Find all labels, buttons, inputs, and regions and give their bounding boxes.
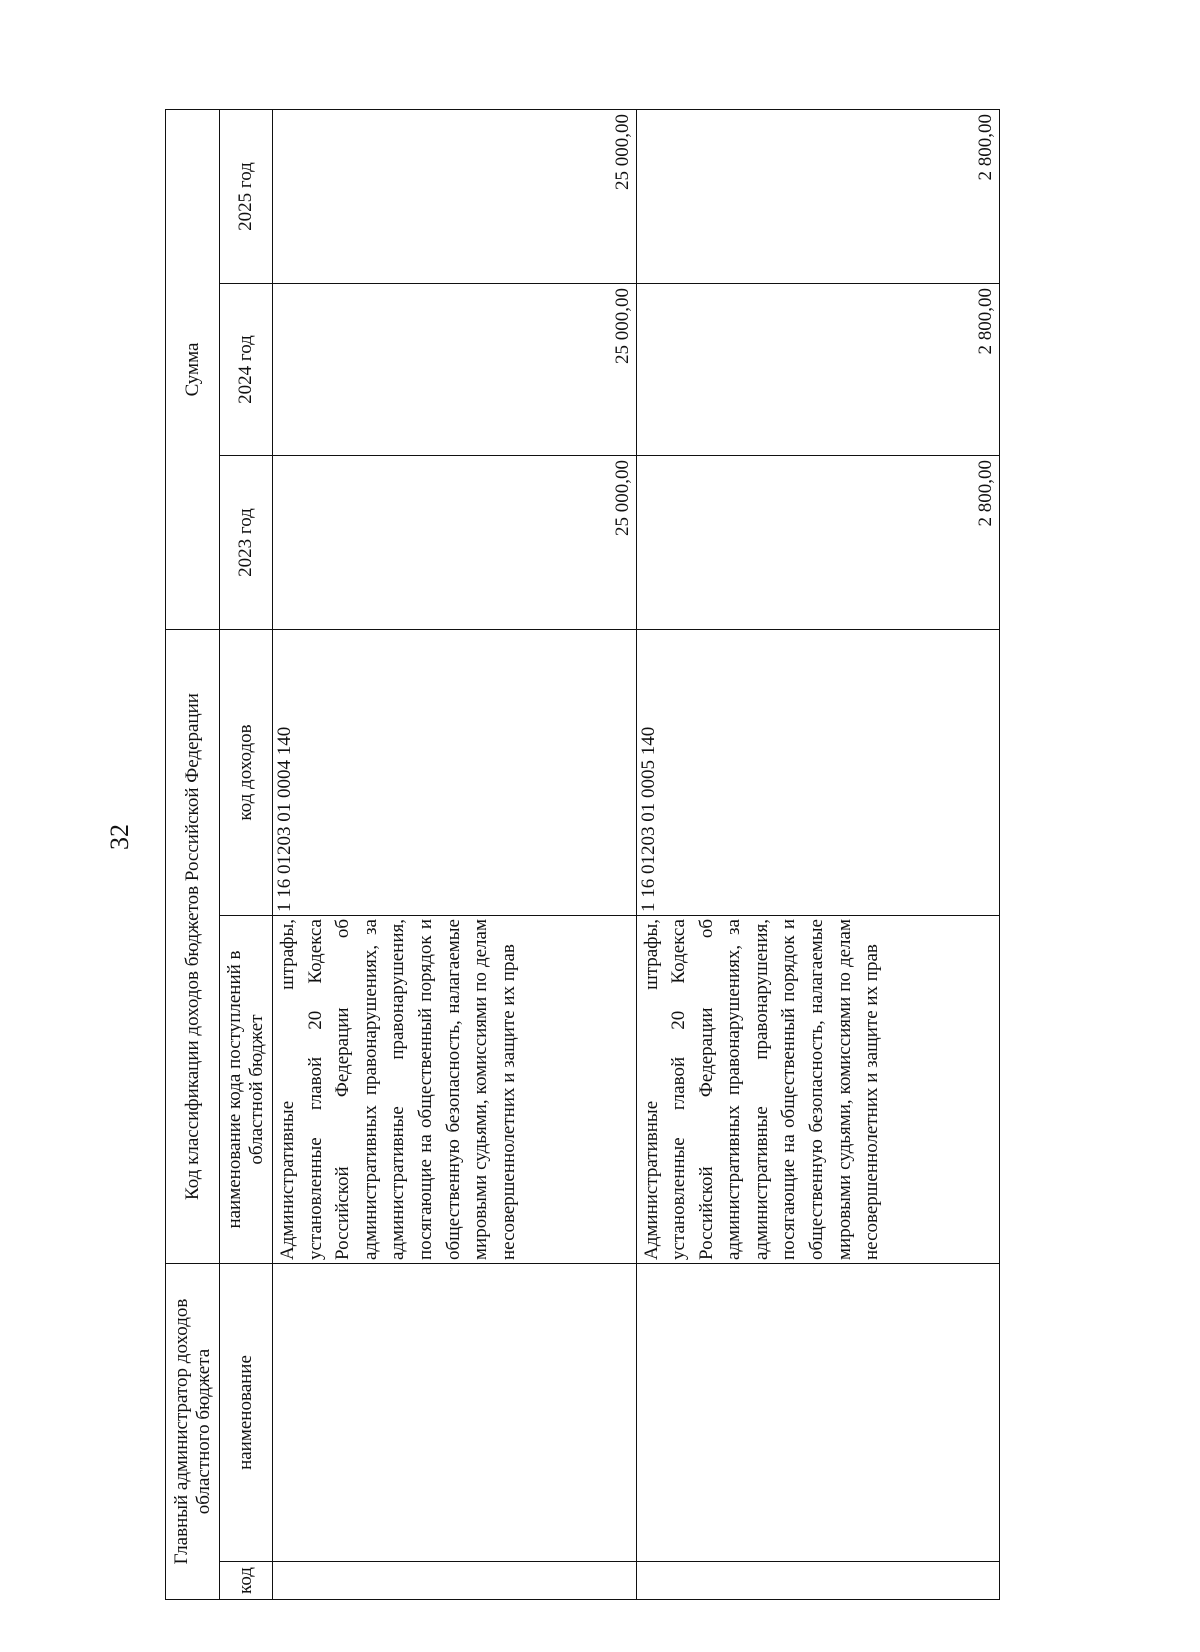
header-name: наименование [220,1264,273,1562]
sum-2024-cell: 2 800,00 [636,284,1000,456]
rotated-table-container [165,110,1000,1600]
admin-code-cell [636,1562,1000,1600]
header-year-2025: 2025 год [220,109,273,283]
header-year-2024: 2024 год [220,284,273,456]
sum-2023-cell: 25 000,00 [273,456,637,630]
header-classification: Код классификации доходов бюджетов Российской Федерации [166,630,220,1264]
header-revenue-code: код доходов [220,630,273,916]
table-row [636,109,1000,1599]
sum-2024-cell: 25 000,00 [273,284,637,456]
revenue-code-cell: 1 16 01203 01 0004 140 [273,630,637,916]
table-row [273,109,637,1599]
receipt-name-cell: Административные штрафы, установленные главой 20 Кодекса Российской Федерации об административных правонарушениях, за административные правонарушения, посягающие на общественный порядок и общественную безопасность, налагаемые мировыми судьями, комиссиями по делам несовершеннолетних и защите их прав [273,916,637,1264]
admin-name-cell [636,1264,1000,1562]
header-sum: Сумма [166,109,220,629]
revenue-table [165,109,1000,1600]
revenue-code-cell: 1 16 01203 01 0005 140 [636,630,1000,916]
sum-2023-cell: 2 800,00 [636,456,1000,630]
header-receipt-name: наименование кода поступлений в областной бюджет [220,916,273,1264]
header-year-2023: 2023 год [220,456,273,630]
admin-code-cell [273,1562,637,1600]
page-number: 32 [105,824,134,850]
header-administrator: Главный администратор доходов областного бюджета [166,1264,220,1600]
header-code: код [220,1562,273,1600]
sum-2025-cell: 2 800,00 [636,109,1000,283]
sum-2025-cell: 25 000,00 [273,109,637,283]
admin-name-cell [273,1264,637,1562]
receipt-name-cell: Административные штрафы, установленные главой 20 Кодекса Российской Федерации об административных правонарушениях, за административные правонарушения, посягающие на общественный порядок и общественную безопасность, налагаемые мировыми судьями, комиссиями по делам несовершеннолетних и защите их прав [636,916,1000,1264]
